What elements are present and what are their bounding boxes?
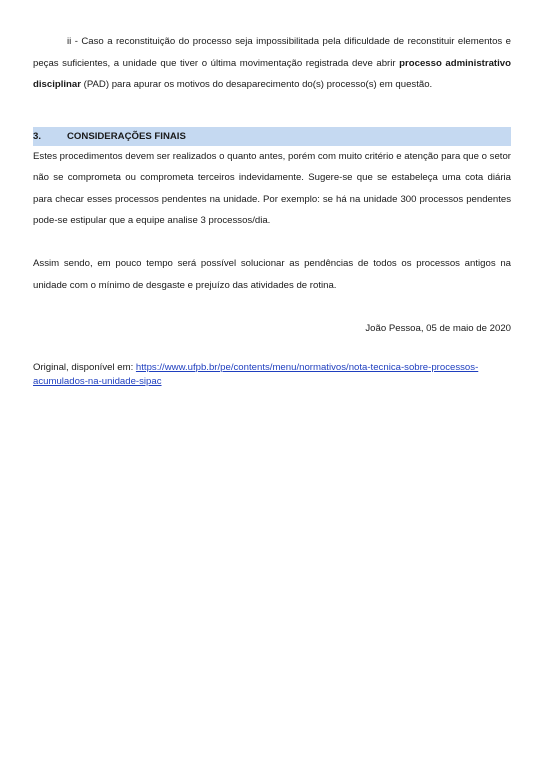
paragraph-spacer bbox=[33, 296, 511, 318]
source-label: Original, disponível em: bbox=[33, 361, 136, 373]
paragraph-pad-instruction bbox=[33, 31, 511, 96]
paragraph-pad-text-end: (PAD) para apurar os motivos do desaparecimento do(s) processo(s) em questão. bbox=[80, 79, 433, 90]
date-line: João Pessoa, 05 de maio de 2020 bbox=[365, 322, 511, 334]
source-reference bbox=[33, 361, 511, 389]
document-content bbox=[33, 31, 511, 389]
paragraph-conclusion: Assim sendo, em pouco tempo será possível solucionar as pendências de todos os processos antigos na unidade com o mínimo de desgaste e prejuízo das atividades de rotina. bbox=[33, 258, 511, 291]
section-header-considerations bbox=[33, 127, 511, 146]
section-title: CONSIDERAÇÕES FINAIS bbox=[67, 130, 186, 142]
paragraph-spacer bbox=[33, 232, 511, 254]
paragraph-pad-text-start: ii - Caso a reconstituição do processo seja impossibilitada pela dificuldade de reconstituir elementos e peças suficientes, a unidade que tiver o última movimentação registrada deve abrir bbox=[33, 36, 511, 69]
paragraph-procedures: Estes procedimentos devem ser realizados o quanto antes, porém com muito critério e atenção para que o setor não se comprometa ou comprometa terceiros indevidamente. Sugere-se que se estabeleça uma cota diária para checar esses processos pendentes na unidade. Por exemplo: se há na unidade 300 processos pendentes pode-se estipular que a equipe analise 3 processos/dia. bbox=[33, 150, 511, 226]
paragraph-spacer bbox=[33, 339, 511, 361]
source-link[interactable]: https://www.ufpb.br/pe/contents/menu/normativos/nota-tecnica-sobre-processos-acumulados-na-unidade-sipac bbox=[33, 361, 479, 387]
section-number: 3. bbox=[33, 130, 42, 142]
paragraph-pad-bold-term: processo administrativo disciplinar bbox=[33, 57, 511, 90]
